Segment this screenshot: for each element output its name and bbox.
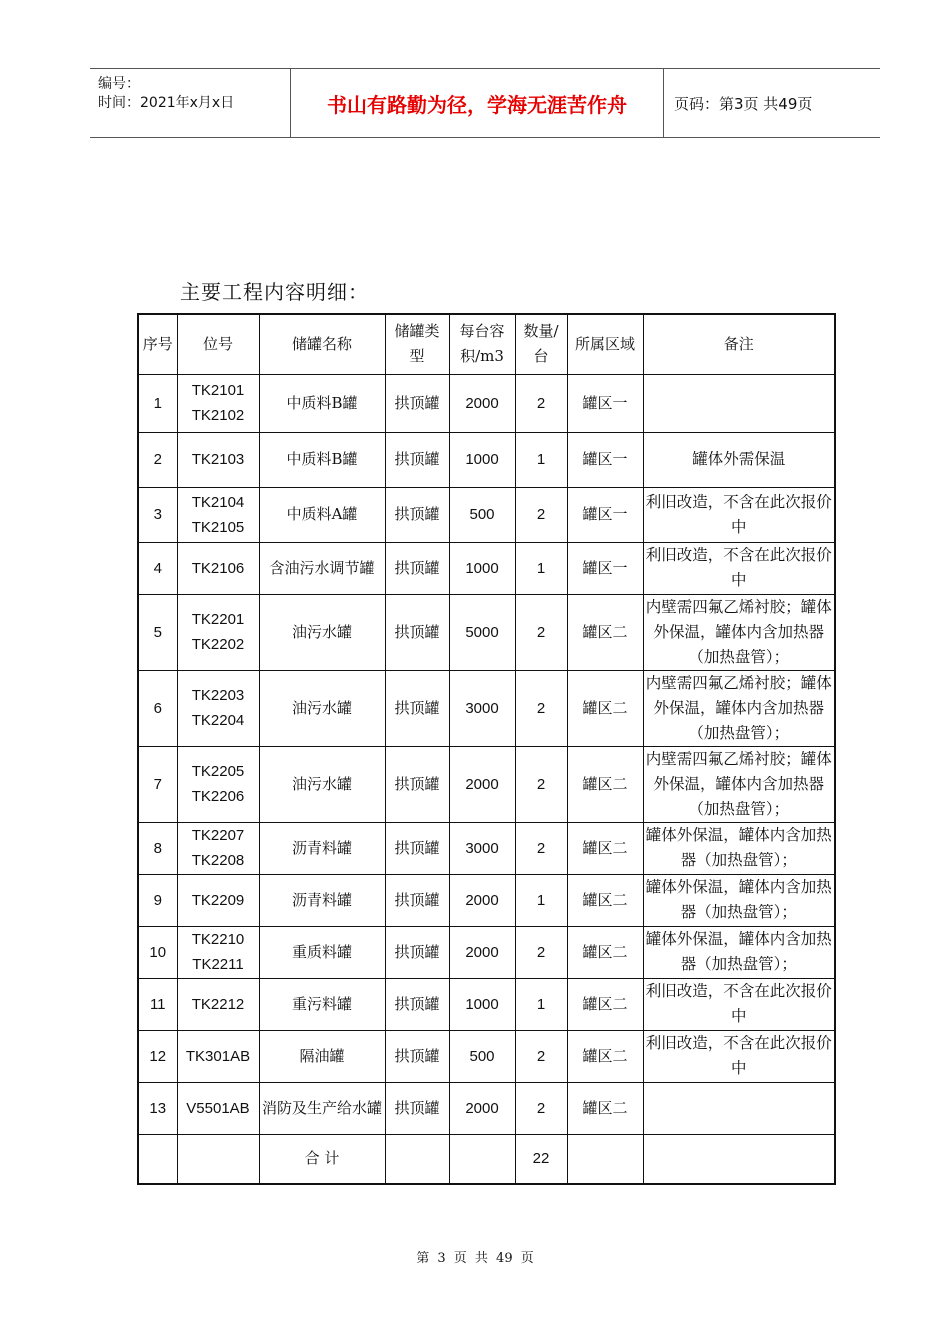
total-cell-empty xyxy=(138,1134,177,1184)
cell-tag: TK2210 TK2211 xyxy=(177,926,259,978)
cell-name: 沥青料罐 xyxy=(259,874,385,926)
total-cell-empty xyxy=(449,1134,515,1184)
page-footer: 第 3 页 共 49 页 xyxy=(416,1251,534,1266)
cell-area: 罐区二 xyxy=(567,670,643,746)
col-header-tag: 位号 xyxy=(177,314,259,374)
cell-qty: 2 xyxy=(515,487,567,542)
col-header-note: 备注 xyxy=(643,314,835,374)
total-cell-empty xyxy=(643,1134,835,1184)
section-title: 主要工程内容明细： xyxy=(180,280,369,304)
cell-qty: 2 xyxy=(515,1030,567,1082)
total-cell-empty xyxy=(385,1134,449,1184)
cell-no: 7 xyxy=(138,746,177,822)
cell-no: 6 xyxy=(138,670,177,746)
cell-name: 重质料罐 xyxy=(259,926,385,978)
cell-area: 罐区二 xyxy=(567,874,643,926)
table-row xyxy=(138,487,835,542)
table-row xyxy=(138,670,835,746)
cell-type: 拱顶罐 xyxy=(385,542,449,594)
total-label: 合 计 xyxy=(259,1134,385,1184)
col-header-name: 储罐名称 xyxy=(259,314,385,374)
table-row xyxy=(138,874,835,926)
cell-qty: 1 xyxy=(515,874,567,926)
cell-type: 拱顶罐 xyxy=(385,374,449,432)
cell-qty: 2 xyxy=(515,670,567,746)
cell-volume: 2000 xyxy=(449,374,515,432)
cell-area: 罐区一 xyxy=(567,542,643,594)
cell-type: 拱顶罐 xyxy=(385,822,449,874)
cell-no: 12 xyxy=(138,1030,177,1082)
cell-tag: V5501AB xyxy=(177,1082,259,1134)
cell-qty: 1 xyxy=(515,432,567,487)
cell-no: 9 xyxy=(138,874,177,926)
header-page-info: 页码：第3页 共49页 xyxy=(674,94,813,113)
cell-volume: 2000 xyxy=(449,746,515,822)
cell-note: 罐体外保温，罐体内含加热器（加热盘管）； xyxy=(643,874,835,926)
cell-type: 拱顶罐 xyxy=(385,978,449,1030)
table-row xyxy=(138,432,835,487)
cell-note xyxy=(643,374,835,432)
cell-type: 拱顶罐 xyxy=(385,594,449,670)
cell-name: 隔油罐 xyxy=(259,1030,385,1082)
cell-note: 内壁需四氟乙烯衬胶；罐体外保温，罐体内含加热器（加热盘管）； xyxy=(643,746,835,822)
table-row xyxy=(138,594,835,670)
cell-note: 利旧改造，不含在此次报价中 xyxy=(643,978,835,1030)
cell-name: 重污料罐 xyxy=(259,978,385,1030)
number-label: 编号： xyxy=(98,76,140,92)
cell-no: 13 xyxy=(138,1082,177,1134)
cell-no: 8 xyxy=(138,822,177,874)
cell-name: 油污水罐 xyxy=(259,746,385,822)
cell-tag: TK2103 xyxy=(177,432,259,487)
cell-qty: 2 xyxy=(515,594,567,670)
cell-volume: 3000 xyxy=(449,822,515,874)
col-header-area: 所属区域 xyxy=(567,314,643,374)
cell-name: 沥青料罐 xyxy=(259,822,385,874)
total-qty: 22 xyxy=(515,1134,567,1184)
header-meta xyxy=(90,69,291,137)
cell-qty: 2 xyxy=(515,822,567,874)
cell-area: 罐区一 xyxy=(567,374,643,432)
cell-no: 10 xyxy=(138,926,177,978)
cell-type: 拱顶罐 xyxy=(385,1082,449,1134)
cell-volume: 2000 xyxy=(449,1082,515,1134)
cell-tag: TK2104 TK2105 xyxy=(177,487,259,542)
cell-volume: 500 xyxy=(449,1030,515,1082)
table-row xyxy=(138,542,835,594)
total-row xyxy=(138,1134,835,1184)
cell-volume: 3000 xyxy=(449,670,515,746)
table-row xyxy=(138,822,835,874)
cell-note: 罐体外保温，罐体内含加热器（加热盘管）； xyxy=(643,926,835,978)
cell-note: 罐体外需保温 xyxy=(643,432,835,487)
table-row xyxy=(138,1030,835,1082)
cell-no: 5 xyxy=(138,594,177,670)
cell-area: 罐区一 xyxy=(567,487,643,542)
cell-type: 拱顶罐 xyxy=(385,926,449,978)
col-header-qty: 数量/台 xyxy=(515,314,567,374)
cell-name: 含油污水调节罐 xyxy=(259,542,385,594)
cell-type: 拱顶罐 xyxy=(385,670,449,746)
cell-name: 中质料B罐 xyxy=(259,432,385,487)
cell-note: 罐体外保温，罐体内含加热器（加热盘管）； xyxy=(643,822,835,874)
cell-area: 罐区二 xyxy=(567,926,643,978)
cell-name: 油污水罐 xyxy=(259,670,385,746)
cell-volume: 500 xyxy=(449,487,515,542)
tank-table xyxy=(137,313,836,1185)
cell-volume: 1000 xyxy=(449,542,515,594)
cell-tag: TK2207 TK2208 xyxy=(177,822,259,874)
cell-tag: TK301AB xyxy=(177,1030,259,1082)
table-row xyxy=(138,1082,835,1134)
cell-volume: 5000 xyxy=(449,594,515,670)
cell-name: 中质料A罐 xyxy=(259,487,385,542)
cell-name: 消防及生产给水罐 xyxy=(259,1082,385,1134)
cell-tag: TK2203 TK2204 xyxy=(177,670,259,746)
cell-area: 罐区二 xyxy=(567,746,643,822)
cell-qty: 1 xyxy=(515,978,567,1030)
cell-area: 罐区二 xyxy=(567,1030,643,1082)
cell-no: 3 xyxy=(138,487,177,542)
cell-area: 罐区一 xyxy=(567,432,643,487)
cell-area: 罐区二 xyxy=(567,1082,643,1134)
table-body xyxy=(138,374,835,1134)
cell-tag: TK2201 TK2202 xyxy=(177,594,259,670)
cell-tag: TK2212 xyxy=(177,978,259,1030)
cell-qty: 2 xyxy=(515,746,567,822)
table-row xyxy=(138,746,835,822)
cell-qty: 2 xyxy=(515,374,567,432)
cell-qty: 2 xyxy=(515,926,567,978)
cell-volume: 1000 xyxy=(449,978,515,1030)
header-motto: 书山有路勤为径，学海无涯苦作舟 xyxy=(291,69,664,137)
cell-qty: 2 xyxy=(515,1082,567,1134)
cell-type: 拱顶罐 xyxy=(385,746,449,822)
cell-note xyxy=(643,1082,835,1134)
cell-no: 4 xyxy=(138,542,177,594)
cell-area: 罐区二 xyxy=(567,822,643,874)
cell-area: 罐区二 xyxy=(567,594,643,670)
total-cell-empty xyxy=(177,1134,259,1184)
time-label: 时间：2021年x月x日 xyxy=(98,95,235,111)
cell-tag: TK2205 TK2206 xyxy=(177,746,259,822)
cell-note: 利旧改造，不含在此次报价中 xyxy=(643,542,835,594)
cell-volume: 1000 xyxy=(449,432,515,487)
cell-volume: 2000 xyxy=(449,874,515,926)
cell-type: 拱顶罐 xyxy=(385,874,449,926)
cell-note: 利旧改造，不含在此次报价中 xyxy=(643,487,835,542)
cell-name: 油污水罐 xyxy=(259,594,385,670)
cell-no: 2 xyxy=(138,432,177,487)
cell-tag: TK2106 xyxy=(177,542,259,594)
cell-type: 拱顶罐 xyxy=(385,1030,449,1082)
cell-no: 1 xyxy=(138,374,177,432)
col-header-type: 储罐类型 xyxy=(385,314,449,374)
cell-area: 罐区二 xyxy=(567,978,643,1030)
cell-note: 内壁需四氟乙烯衬胶；罐体外保温，罐体内含加热器（加热盘管）； xyxy=(643,670,835,746)
cell-no: 11 xyxy=(138,978,177,1030)
cell-name: 中质料B罐 xyxy=(259,374,385,432)
total-cell-empty xyxy=(567,1134,643,1184)
col-header-volume: 每台容积/m3 xyxy=(449,314,515,374)
cell-note: 利旧改造，不含在此次报价中 xyxy=(643,1030,835,1082)
cell-tag: TK2209 xyxy=(177,874,259,926)
page-header xyxy=(90,68,880,138)
table-row xyxy=(138,978,835,1030)
table-row xyxy=(138,374,835,432)
cell-tag: TK2101 TK2102 xyxy=(177,374,259,432)
col-header-no: 序号 xyxy=(138,314,177,374)
cell-type: 拱顶罐 xyxy=(385,432,449,487)
cell-type: 拱顶罐 xyxy=(385,487,449,542)
table-header-row xyxy=(138,314,835,374)
cell-qty: 1 xyxy=(515,542,567,594)
cell-note: 内壁需四氟乙烯衬胶；罐体外保温，罐体内含加热器（加热盘管）； xyxy=(643,594,835,670)
cell-volume: 2000 xyxy=(449,926,515,978)
table-row xyxy=(138,926,835,978)
